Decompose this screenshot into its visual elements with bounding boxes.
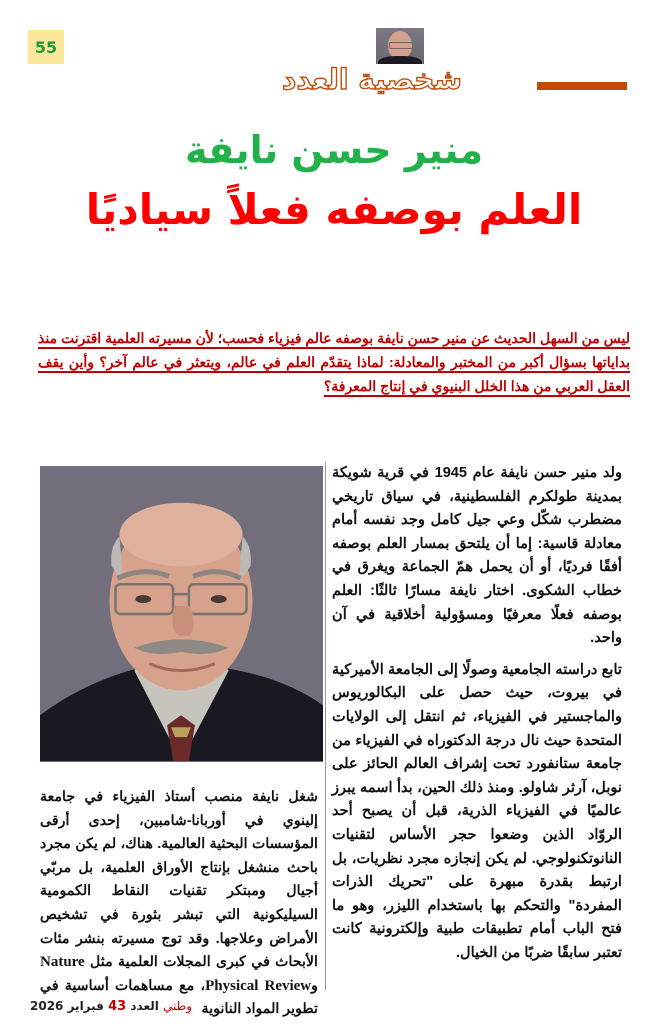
section-thumbnail-photo: [376, 28, 424, 64]
headline-subtitle: العلم بوصفه فعلاً سياديًا: [85, 185, 583, 234]
body-paragraph-2: تابع دراسته الجامعية وصولًا إلى الجامعة الأميركية في بيروت، حيث حصل على البكالوريوس والماجستير في الفيزياء، ثم انتقل إلى الولايات المتحدة حيث نال درجة الدكتوراه في الفيزياء من جامعة ستانفورد تحت إشراف العالم الحائز على نوبل، آرثر شاولو. ومنذ ذلك الحين، بدأ اسمه يبرز عالميًا في الفيزياء الذرية، قبل أن يصبح أحد الروّاد الذين وضعوا حجر الأساس لتقنيات النانوتكنولوجي. لم يكن إنجازه مجرد نظريات، بل ارتبط بقدرة مبهرة على "تحريك الذرات المفردة" والتحكم بها باستخدام الليزر، وهو ما فتح الباب أمام تطبيقات طبية وإلكترونية كانت تعتبر سابقًا ضربًا من الخيال.: [332, 661, 622, 961]
body-paragraph-3: [40, 786, 318, 1022]
eye-left: [135, 595, 151, 603]
footer-brand: وطني: [163, 999, 193, 1013]
forehead: [119, 503, 242, 567]
right-column: [332, 462, 622, 965]
footer-issue-number: 43: [108, 999, 127, 1014]
footer-issue-label: العدد: [130, 999, 159, 1013]
nose: [172, 606, 193, 636]
journal-nature: Nature: [40, 954, 85, 971]
section-accent-bar: [537, 82, 627, 90]
page-number: 55: [34, 37, 58, 57]
page-footer: [30, 998, 192, 1015]
footer-month: فبراير: [67, 999, 104, 1013]
section-title: شخصية العدد: [282, 63, 462, 96]
thumbnail-glasses: [389, 42, 413, 49]
lede-text: ليس من السهل الحديث عن منير حسن نايفة بوصفه عالم فيزياء فحسب؛ لأن مسيرته العلمية اقترنت منذ بداياتها بسؤال أكبر من المختبر والمعادلة: لماذا يتقدّم العلم في عالم، ويتعثر في عالم آخر؟ وأين يقف العقل العربي من هذا الخلل البنيوي في إنتاج المعرفة؟: [38, 330, 630, 394]
lede-paragraph: [38, 326, 630, 398]
page-number-badge: [28, 30, 64, 64]
column-divider: [325, 462, 326, 990]
portrait-photo: [40, 466, 323, 762]
footer-year: 2026: [30, 999, 64, 1013]
paragraph-3-end: ، مع مساهمات أساسية في تطوير المواد النانوية: [40, 977, 318, 1018]
eye-right: [211, 595, 227, 603]
headline-name: منير حسن نايفة: [184, 128, 484, 172]
portrait-illustration: [40, 466, 323, 762]
journal-physical-review: Physical Review: [205, 977, 312, 994]
paragraph-3-start: شغل نايفة منصب أستاذ الفيزياء في جامعة إلينوي في أوربانا-شامبين، إحدى أرقى المؤسسات البحثية العالمية. هناك، لم يكن مجرد باحث منشغل بإنتاج الأوراق العلمية، بل مربّي أجيال ومبتكر تقنيات النقاط الكمومية السيليكونية التي تبشر بثورة في تشخيص الأمراض وعلاجها. وقد توج مسيرته بنشر مئات الأبحاث في كبرى المجلات العلمية مثل: [40, 789, 318, 971]
body-paragraph-1: ولد منير حسن نايفة عام 1945 في قرية شويكة بمدينة طولكرم الفلسطينية، في سياق تاريخي مضطرب شكّل وعي جيل كامل وجد نفسه أمام معادلة قاسية: إما أن يلتحق بمسار العلم بوصفه أفقًا فرديًا، أو أن يحمل همّ الجماعة ويغرق في خطاب الشكوى. اختار نايفة مسارًا ثالثًا: العلم بوصفه فعلًا معرفيًا ومسؤولية أخلاقية في آن واحد.: [332, 465, 622, 647]
conjunction: و: [311, 977, 319, 994]
